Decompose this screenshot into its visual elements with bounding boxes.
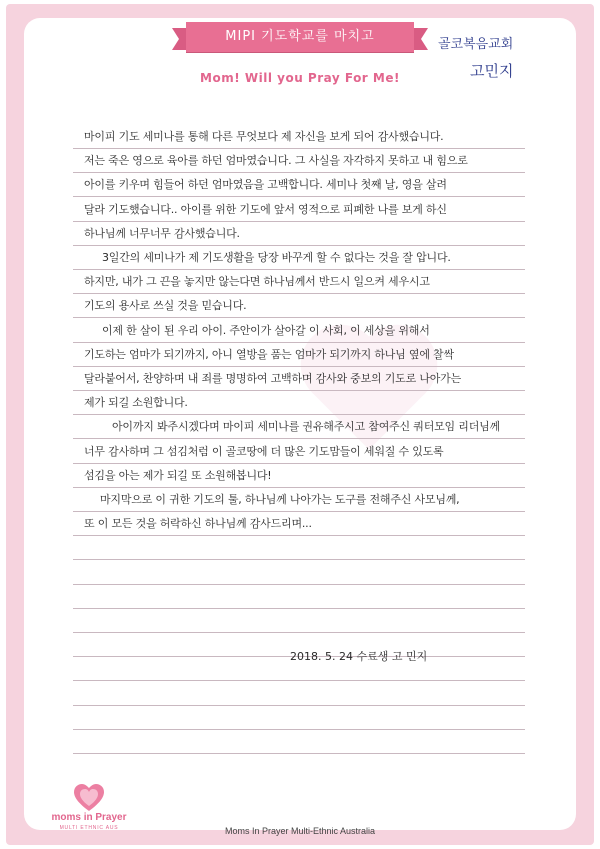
ruled-line: [73, 293, 525, 294]
letter-line: 저는 죽은 영으로 육아를 하던 엄마였습니다. 그 사실을 자각하지 못하고 내 힘으로: [84, 154, 468, 168]
footer-organization: Moms In Prayer Multi-Ethnic Australia: [224, 826, 376, 836]
ruled-line: [73, 269, 525, 270]
letter-line: 아이까지 봐주시겠다며 마이피 세미나를 권유해주시고 참여주신 쿼터모임 리더님께: [112, 420, 500, 434]
letter-line: 기도의 용사로 쓰실 것을 믿습니다.: [84, 299, 247, 313]
letter-line: 마이피 기도 세미나를 통해 다른 무엇보다 제 자신을 보게 되어 감사했습니다.: [84, 130, 444, 143]
ruled-line: [73, 608, 525, 609]
ruled-line: [73, 729, 525, 730]
letter-line: 마지막으로 이 귀한 기도의 툴, 하나님께 나아가는 도구를 전해주신 사모님께,: [100, 493, 460, 506]
ruled-line: [73, 196, 525, 197]
signature-line: 2018. 5. 24 수료생 고 민지: [290, 650, 428, 663]
logo-tagline: MULTI ETHNIC AUS: [59, 825, 119, 831]
ruled-line: [73, 705, 525, 706]
letter-line: 아이를 키우며 힘들어 하던 엄마였음을 고백합니다. 세미나 첫째 날, 영을 살려: [84, 178, 447, 192]
author-name: 고민지: [470, 62, 514, 80]
title-banner: MIPI 기도학교를 마치고: [186, 22, 414, 52]
letter-line: 달라붙어서, 찬양하며 내 죄를 명명하여 고백하며 감사와 중보의 기도로 나아가는: [84, 372, 462, 385]
letter-line: 섬김을 아는 제가 되길 또 소원해봅니다!: [84, 468, 272, 482]
ruled-line: [73, 414, 525, 415]
letter-line: 3일간의 세미나가 제 기도생활을 당장 바꾸게 할 수 없다는 것을 잘 압니다.: [102, 251, 451, 264]
ruled-line: [73, 535, 525, 536]
ruled-line: [73, 559, 525, 560]
ruled-line: [73, 584, 525, 585]
letter-line: 제가 되길 소원합니다.: [84, 396, 188, 410]
letter-line: 하지만, 내가 그 끈을 놓지만 않는다면 하나님께서 반드시 일으켜 세우시고: [84, 275, 430, 289]
ruled-line: [73, 221, 525, 222]
ruled-line: [73, 753, 525, 754]
ruled-line: [73, 342, 525, 343]
moms-in-prayer-logo: [46, 784, 132, 834]
letter-line: 하나님께 너무너무 감사했습니다.: [84, 226, 240, 240]
ruled-line: [73, 148, 525, 149]
ruled-line: [73, 172, 525, 173]
ruled-line: [73, 632, 525, 633]
logo-brand-text: moms in Prayer: [51, 812, 127, 823]
letter-line: 이제 한 살이 된 우리 아이. 주안이가 살아갈 이 사회, 이 세상을 위해서: [102, 323, 430, 337]
ruled-line: [73, 438, 525, 439]
letter-line: 기도하는 엄마가 되기까지, 아니 열방을 품는 엄마가 되기까지 하나님 옆에 찰싹: [84, 347, 454, 361]
ruled-line: [73, 245, 525, 246]
ruled-line: [73, 511, 525, 512]
subtitle: Mom! Will you Pray For Me!: [200, 71, 400, 85]
church-name: 골코복음교회: [438, 37, 514, 52]
ruled-line: [73, 317, 525, 318]
heart-logo-icon: [74, 784, 104, 812]
ruled-line: [73, 390, 525, 391]
letter-line: 달라 기도했습니다.. 아이를 위한 기도에 앞서 영적으로 피폐한 나를 보게 하신: [84, 202, 447, 216]
ruled-line: [73, 487, 525, 488]
ruled-line: [73, 680, 525, 681]
ruled-line: [73, 366, 525, 367]
letter-line: 너무 감사하며 그 섬김처럼 이 골코땅에 더 많은 기도맘들이 세워질 수 있도록: [84, 444, 444, 458]
ruled-line: [73, 463, 525, 464]
letter-line: 또 이 모든 것을 허락하신 하나님께 감사드리며...: [84, 517, 312, 531]
